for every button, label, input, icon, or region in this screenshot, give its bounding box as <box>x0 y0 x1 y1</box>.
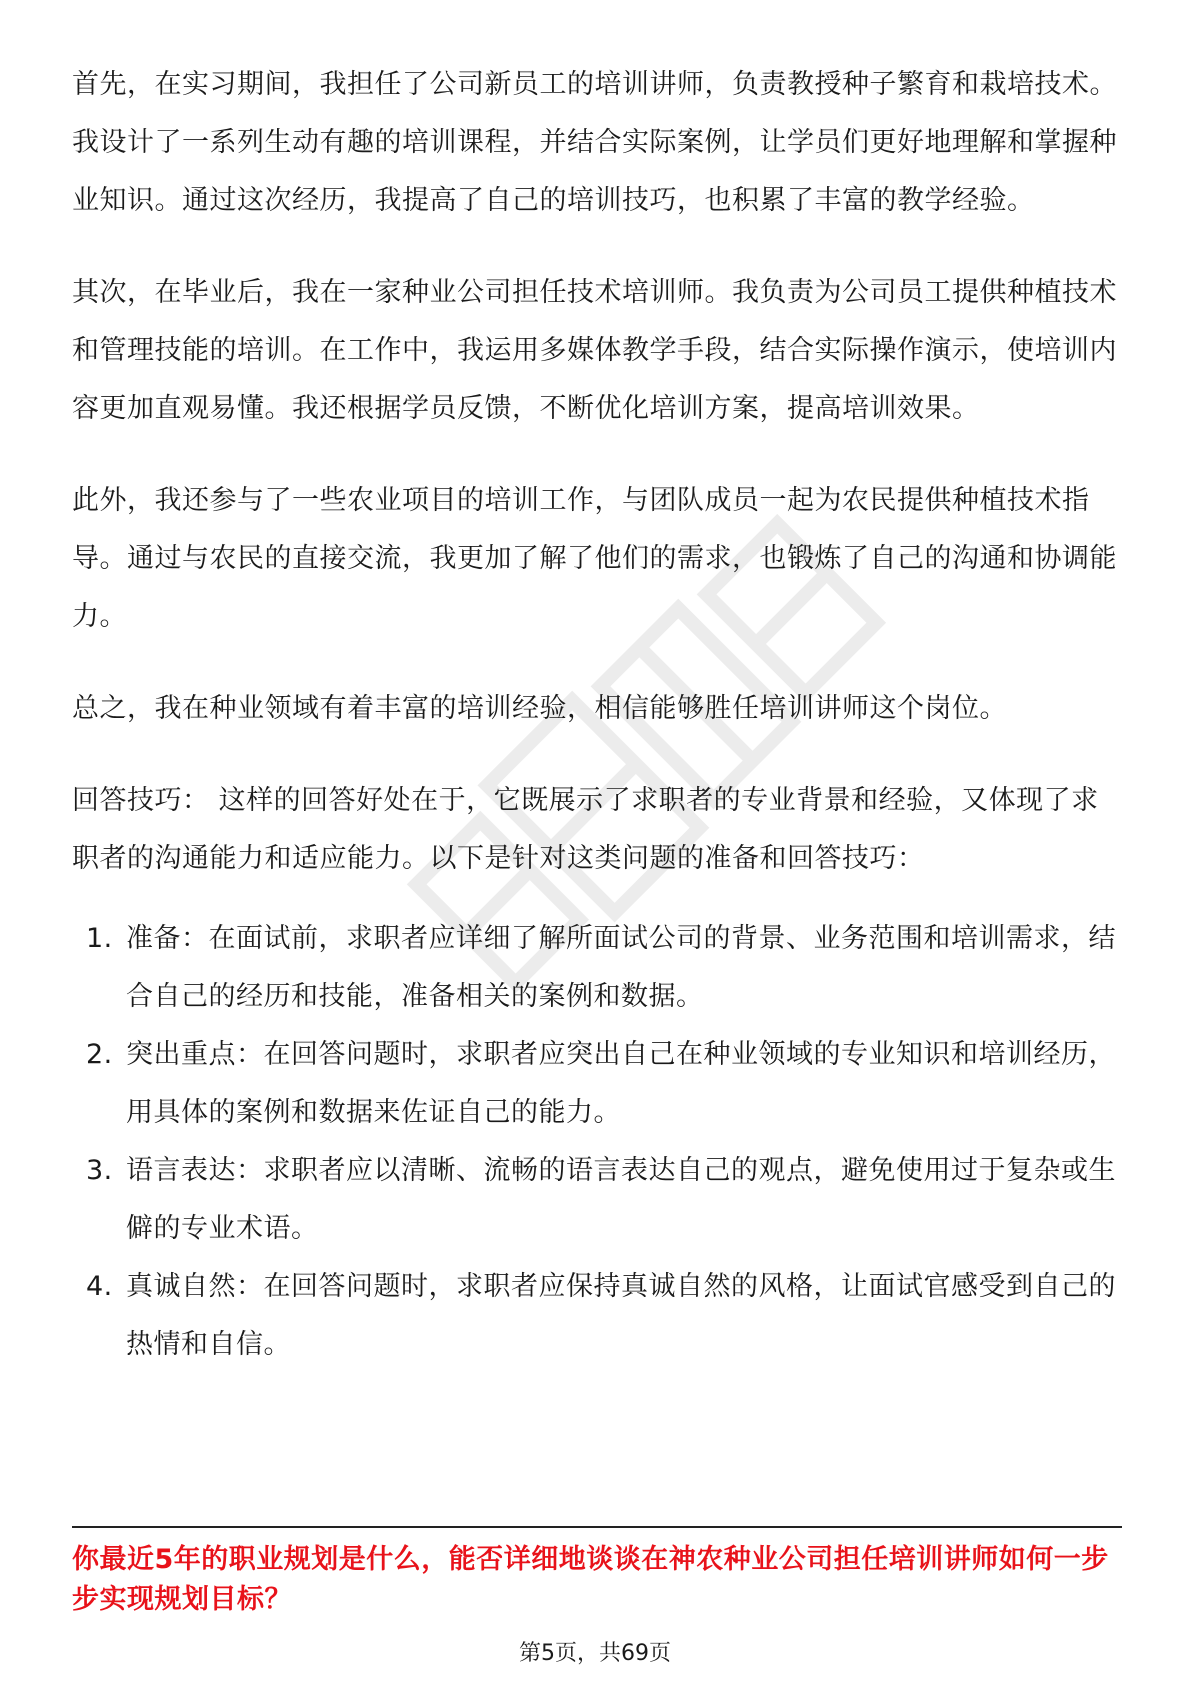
list-item <box>72 1142 1122 1258</box>
main-content <box>72 56 1122 1374</box>
list-item-number: 3. <box>86 1155 113 1186</box>
tips-intro: 回答技巧： 这样的回答好处在于，它既展示了求职者的专业背景和经验，又体现了求职者的沟通能力和适应能力。以下是针对这类问题的准备和回答技巧： <box>72 785 1099 874</box>
list-item-number: 4. <box>86 1271 113 1302</box>
list-item <box>72 910 1122 1026</box>
list-item-text: 真诚自然：在回答问题时，求职者应保持真诚自然的风格，让面试官感受到自己的热情和自信。 <box>126 1271 1116 1360</box>
paragraph-after-graduation: 其次，在毕业后，我在一家种业公司担任技术培训师。我负责为公司员工提供种植技术和管理技能的培训。在工作中，我运用多媒体教学手段，结合实际操作演示，使培训内容更加直观易懂。我还根据学员反馈，不断优化培训方案，提高培训效果。 <box>72 277 1117 424</box>
list-item-text: 语言表达：求职者应以清晰、流畅的语言表达自己的观点，避免使用过于复杂或生僻的专业术语。 <box>126 1155 1116 1244</box>
list-item <box>72 1026 1122 1142</box>
tips-list <box>72 910 1122 1374</box>
paragraph-internship: 首先，在实习期间，我担任了公司新员工的培训讲师，负责教授种子繁育和栽培技术。我设计了一系列生动有趣的培训课程，并结合实际案例，让学员们更好地理解和掌握种业知识。通过这次经历，我提高了自己的培训技巧，也积累了丰富的教学经验。 <box>72 69 1117 216</box>
list-item-text: 突出重点：在回答问题时，求职者应突出自己在种业领域的专业知识和培训经历，用具体的案例和数据来佐证自己的能力。 <box>126 1039 1116 1128</box>
section-divider <box>72 1526 1122 1528</box>
page-footer: 第5页，共69页 <box>519 1641 671 1666</box>
list-item <box>72 1258 1122 1374</box>
list-item-number: 2. <box>86 1039 113 1070</box>
list-item-number: 1. <box>86 923 113 954</box>
next-question-heading: 你最近5年的职业规划是什么，能否详细地谈谈在神农种业公司担任培训讲师如何一步步实现规划目标？ <box>72 1544 1109 1615</box>
paragraph-agri-projects: 此外，我还参与了一些农业项目的培训工作，与团队成员一起为农民提供种植技术指导。通过与农民的直接交流，我更加了解了他们的需求，也锻炼了自己的沟通和协调能力。 <box>72 485 1117 632</box>
paragraph-summary: 总之，我在种业领域有着丰富的培训经验，相信能够胜任培训讲师这个岗位。 <box>72 693 1007 724</box>
list-item-text: 准备：在面试前，求职者应详细了解所面试公司的背景、业务范围和培训需求，结合自己的经历和技能，准备相关的案例和数据。 <box>126 923 1116 1012</box>
